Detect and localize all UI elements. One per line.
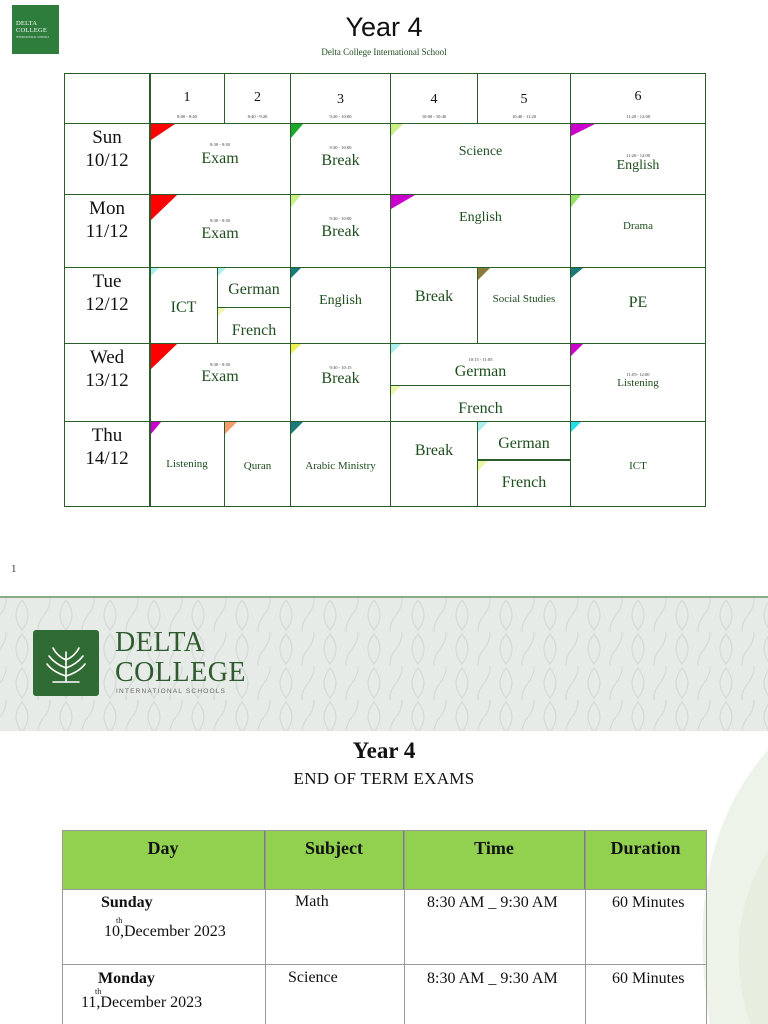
day-wed <box>65 344 149 394</box>
color-marker <box>571 422 581 432</box>
color-marker <box>478 461 488 471</box>
day-tue <box>65 268 149 318</box>
day-date: 10/12 <box>85 150 129 171</box>
mon-break-time: 9:30 - 10:00 <box>329 215 352 221</box>
exam-date: 11,December 2023 <box>81 994 203 1011</box>
page-title: Year 4 <box>345 12 423 42</box>
wed-exam-time: 8:30 - 9:30 <box>210 361 230 367</box>
tue-social-studies: Social Studies <box>492 293 556 305</box>
wed-break: Break <box>321 370 360 387</box>
day-name: Sun <box>92 127 122 148</box>
thu-german: German <box>498 435 550 452</box>
wed-french: French <box>458 400 503 417</box>
day-sun <box>65 124 149 174</box>
sun-english-time: 11:20 - 12:00 <box>625 152 651 158</box>
wed-german-time: 10:15 - 11:05 <box>468 356 493 362</box>
wed-exam: Exam <box>201 368 239 385</box>
thu-ict: ICT <box>629 460 647 472</box>
tue-english: English <box>319 293 362 308</box>
brand-subtitle: INTERNATIONAL SCHOOLS <box>116 688 227 695</box>
sun-break: Break <box>321 152 360 169</box>
logo-subtext: INTERNATIONAL SCHOOLS <box>16 36 50 39</box>
exam-time: 8:30 AM _ 9:30 AM <box>427 894 558 911</box>
exam-day-suffix: th <box>95 987 102 996</box>
thu-french: French <box>501 474 547 491</box>
day-date: 12/12 <box>85 294 129 315</box>
color-marker <box>151 268 159 276</box>
exams-title: Year 4 <box>352 738 416 763</box>
exam-day-suffix: th <box>116 916 123 925</box>
page-number-mark: 1 <box>11 563 17 575</box>
color-marker <box>478 268 490 280</box>
college-logo-icon <box>33 630 99 696</box>
color-marker <box>151 124 175 140</box>
header-subject: Subject <box>265 831 404 889</box>
period-3-time: 9:20 - 10:00 <box>329 113 352 119</box>
sun-science: Science <box>458 144 503 159</box>
exam-duration: 60 Minutes <box>612 970 685 987</box>
header-duration: Duration <box>585 831 706 889</box>
color-marker <box>391 124 403 136</box>
period-5-time: 10:40 - 11:20 <box>511 113 537 119</box>
thu-arabic-ministry: Arabic Ministry <box>305 460 376 472</box>
color-marker <box>291 422 303 434</box>
day-date: 11/12 <box>85 221 129 242</box>
day-date: 13/12 <box>85 370 129 391</box>
mon-exam: Exam <box>201 225 239 242</box>
brand-line-1: DELTA <box>115 627 205 658</box>
color-marker <box>291 268 301 278</box>
header-time: Time <box>404 831 585 889</box>
day-name: Tue <box>92 271 122 292</box>
color-marker <box>391 344 401 354</box>
period-4-number: 4 <box>430 92 438 107</box>
sun-break-time: 9:30 - 10:00 <box>329 144 352 150</box>
day-name: Mon <box>89 198 125 219</box>
color-marker <box>291 344 301 354</box>
period-6-time: 11:20 - 12:00 <box>625 113 651 119</box>
color-marker <box>571 124 595 136</box>
wed-break-time: 9:30 - 10:15 <box>329 364 352 370</box>
tue-german: German <box>228 281 280 298</box>
day-mon <box>65 195 149 245</box>
mon-break: Break <box>321 223 360 240</box>
wed-listening: Listening <box>617 377 659 389</box>
wed-german: German <box>454 363 507 380</box>
thu-break: Break <box>414 442 454 459</box>
day-name: Wed <box>89 347 125 368</box>
exam-date: 10,December 2023 <box>104 923 226 940</box>
exams-subtitle: END OF TERM EXAMS <box>293 769 475 788</box>
color-marker <box>291 195 301 207</box>
wed-listening-time: 11:05- 12:00 <box>626 371 650 377</box>
thu-quran: Quran <box>243 460 272 472</box>
exam-subject: Science <box>288 969 338 986</box>
color-marker <box>571 268 583 278</box>
sun-exam-time: 8:30 - 9:30 <box>210 141 230 147</box>
exam-day: Sunday <box>101 894 153 911</box>
period-5-number: 5 <box>520 92 528 107</box>
exam-duration: 60 Minutes <box>612 894 685 911</box>
day-date: 14/12 <box>85 448 129 469</box>
period-4-time: 10:00 - 10:40 <box>421 113 447 119</box>
color-marker <box>478 422 488 432</box>
mon-english: English <box>459 210 502 225</box>
mon-drama: Drama <box>623 220 653 232</box>
period-1-time: 8:00 - 8:40 <box>177 113 197 119</box>
leaf-icon <box>33 630 99 696</box>
color-marker <box>218 308 226 316</box>
tue-ict: ICT <box>170 299 197 316</box>
brand-line-2: COLLEGE <box>115 657 247 688</box>
period-1-number: 1 <box>183 90 191 105</box>
period-6-number: 6 <box>634 89 642 104</box>
page-subtitle: Delta College International School <box>321 47 447 57</box>
color-marker <box>571 344 583 356</box>
day-thu <box>65 422 149 472</box>
thu-listening: Listening <box>166 458 208 470</box>
tue-pe: PE <box>628 294 648 311</box>
tue-break: Break <box>414 288 454 305</box>
period-2-number: 2 <box>254 90 261 105</box>
color-marker <box>291 124 303 138</box>
logo-text: DELTA COLLEGE <box>16 20 48 34</box>
sun-english: English <box>616 158 660 173</box>
period-3-number: 3 <box>337 92 344 107</box>
exam-subject: Math <box>295 893 329 910</box>
exam-day: Monday <box>98 970 155 987</box>
exam-time: 8:30 AM _ 9:30 AM <box>427 970 558 987</box>
color-marker <box>391 386 401 396</box>
day-name: Thu <box>91 425 123 446</box>
color-marker <box>571 195 581 207</box>
mon-exam-time: 8:30 - 9:30 <box>210 217 230 223</box>
period-2-time: 8:40 - 9:20 <box>247 113 268 119</box>
color-marker <box>225 422 237 434</box>
tue-french: French <box>231 322 277 339</box>
color-marker <box>218 268 226 276</box>
sun-exam: Exam <box>201 150 239 167</box>
color-marker <box>151 422 161 434</box>
header-day: Day <box>62 831 265 889</box>
